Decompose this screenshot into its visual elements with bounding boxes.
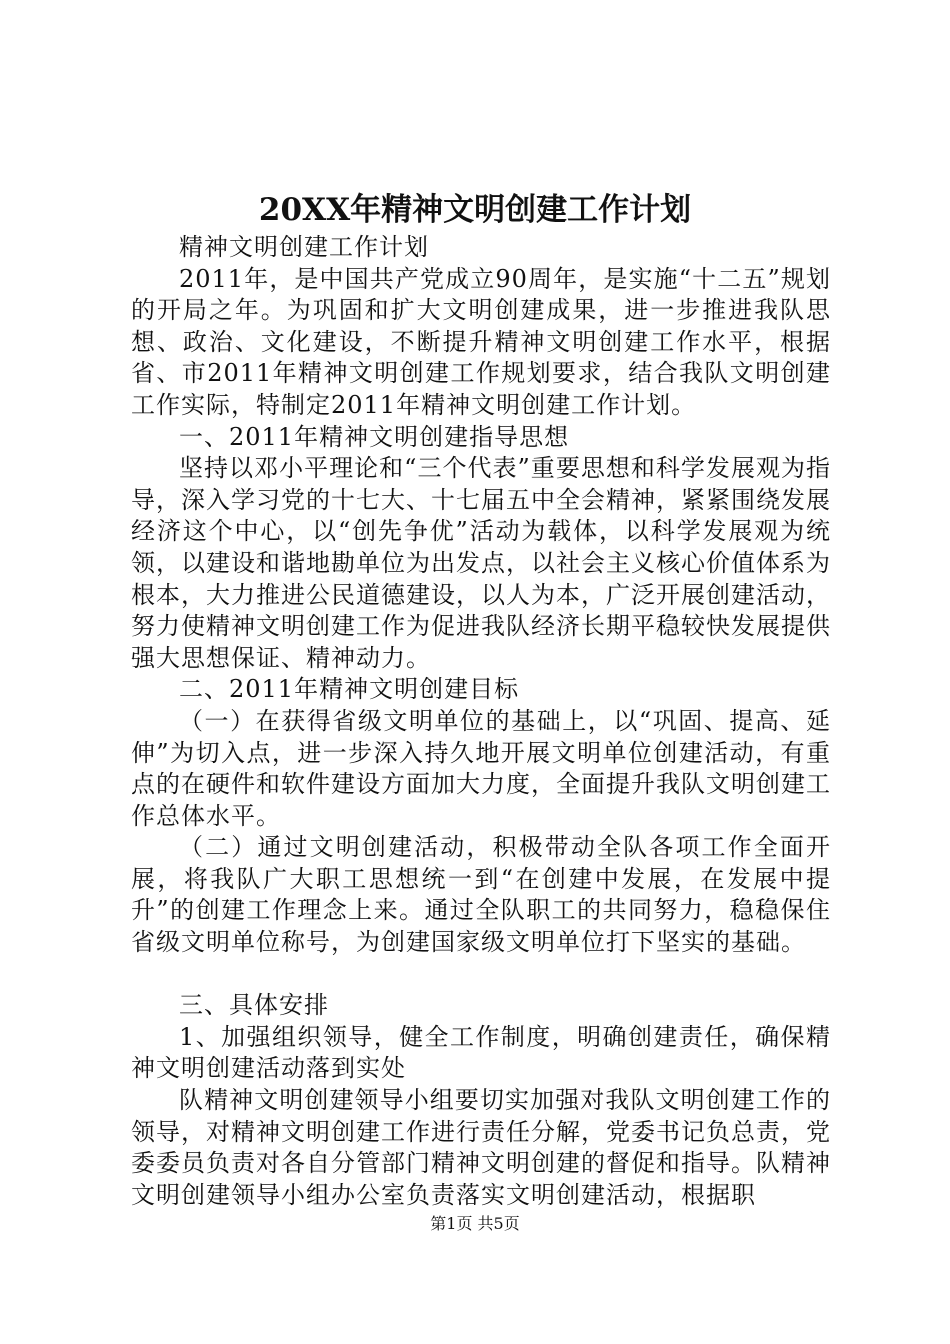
subsection-heading-1: 1、加强组织领导，健全工作制度，明确创建责任，确保精神文明创建活动落到实处	[131, 1022, 831, 1083]
subtitle-paragraph: 精神文明创建工作计划	[179, 233, 429, 261]
arrangement-paragraph-1: 队精神文明创建领导小组要切实加强对我队文明创建工作的领导，对精神文明创建工作进行责任分解，党委书记负总责，党委委员负责对各自分管部门精神文明创建的督促和指导。队精神文明创建领导小组办公室负责落实文明创建活动，根据职	[131, 1086, 831, 1209]
document-body	[131, 232, 831, 1211]
section-heading-2: 二、2011年精神文明创建目标	[179, 675, 520, 704]
goal-paragraph-1: （一）在获得省级文明单位的基础上，以“巩固、提高、延伸”为切入点，进一步深入持久地开展文明单位创建活动，有重点的在硬件和软件建设方面加大力度，全面提升我队文明创建工作总体水平。	[131, 706, 831, 830]
document-title: 20XX年精神文明创建工作计划	[258, 192, 692, 228]
goal-paragraph-2: （二）通过文明创建活动，积极带动全队各项工作全面开展，将我队广大职工思想统一到“在创建中发展，在发展中提升”的创建工作理念上来。通过全队职工的共同努力，稳稳保住省级文明单位称号，为创建国家级文明单位打下坚实的基础。	[131, 833, 831, 957]
intro-paragraph: 2011年，是中国共产党成立90周年，是实施“十二五”规划的开局之年。为巩固和扩大文明创建成果，进一步推进我队思想、政治、文化建设，不断提升精神文明创建工作水平，根据省、市2011年精神文明创建工作规划要求，结合我队文明创建工作实际，特制定2011年精神文明创建工作计划。	[131, 264, 831, 419]
section-heading-3: 三、具体安排	[179, 991, 329, 1020]
guiding-thought-paragraph: 坚持以邓小平理论和“三个代表”重要思想和科学发展观为指导，深入学习党的十七大、十七届五中全会精神，紧紧围绕发展经济这个中心，以“创先争优”活动为载体，以科学发展观为统领，以建设和谐地勘单位为出发点，以社会主义核心价值体系为根本，大力推进公民道德建设，以人为本，广泛开展创建活动，努力使精神文明创建工作为促进我队经济长期平稳较快发展提供强大思想保证、精神动力。	[131, 454, 831, 672]
page-footer: 第1页 共5页	[430, 1214, 520, 1233]
section-heading-1: 一、2011年精神文明创建指导思想	[179, 422, 570, 451]
